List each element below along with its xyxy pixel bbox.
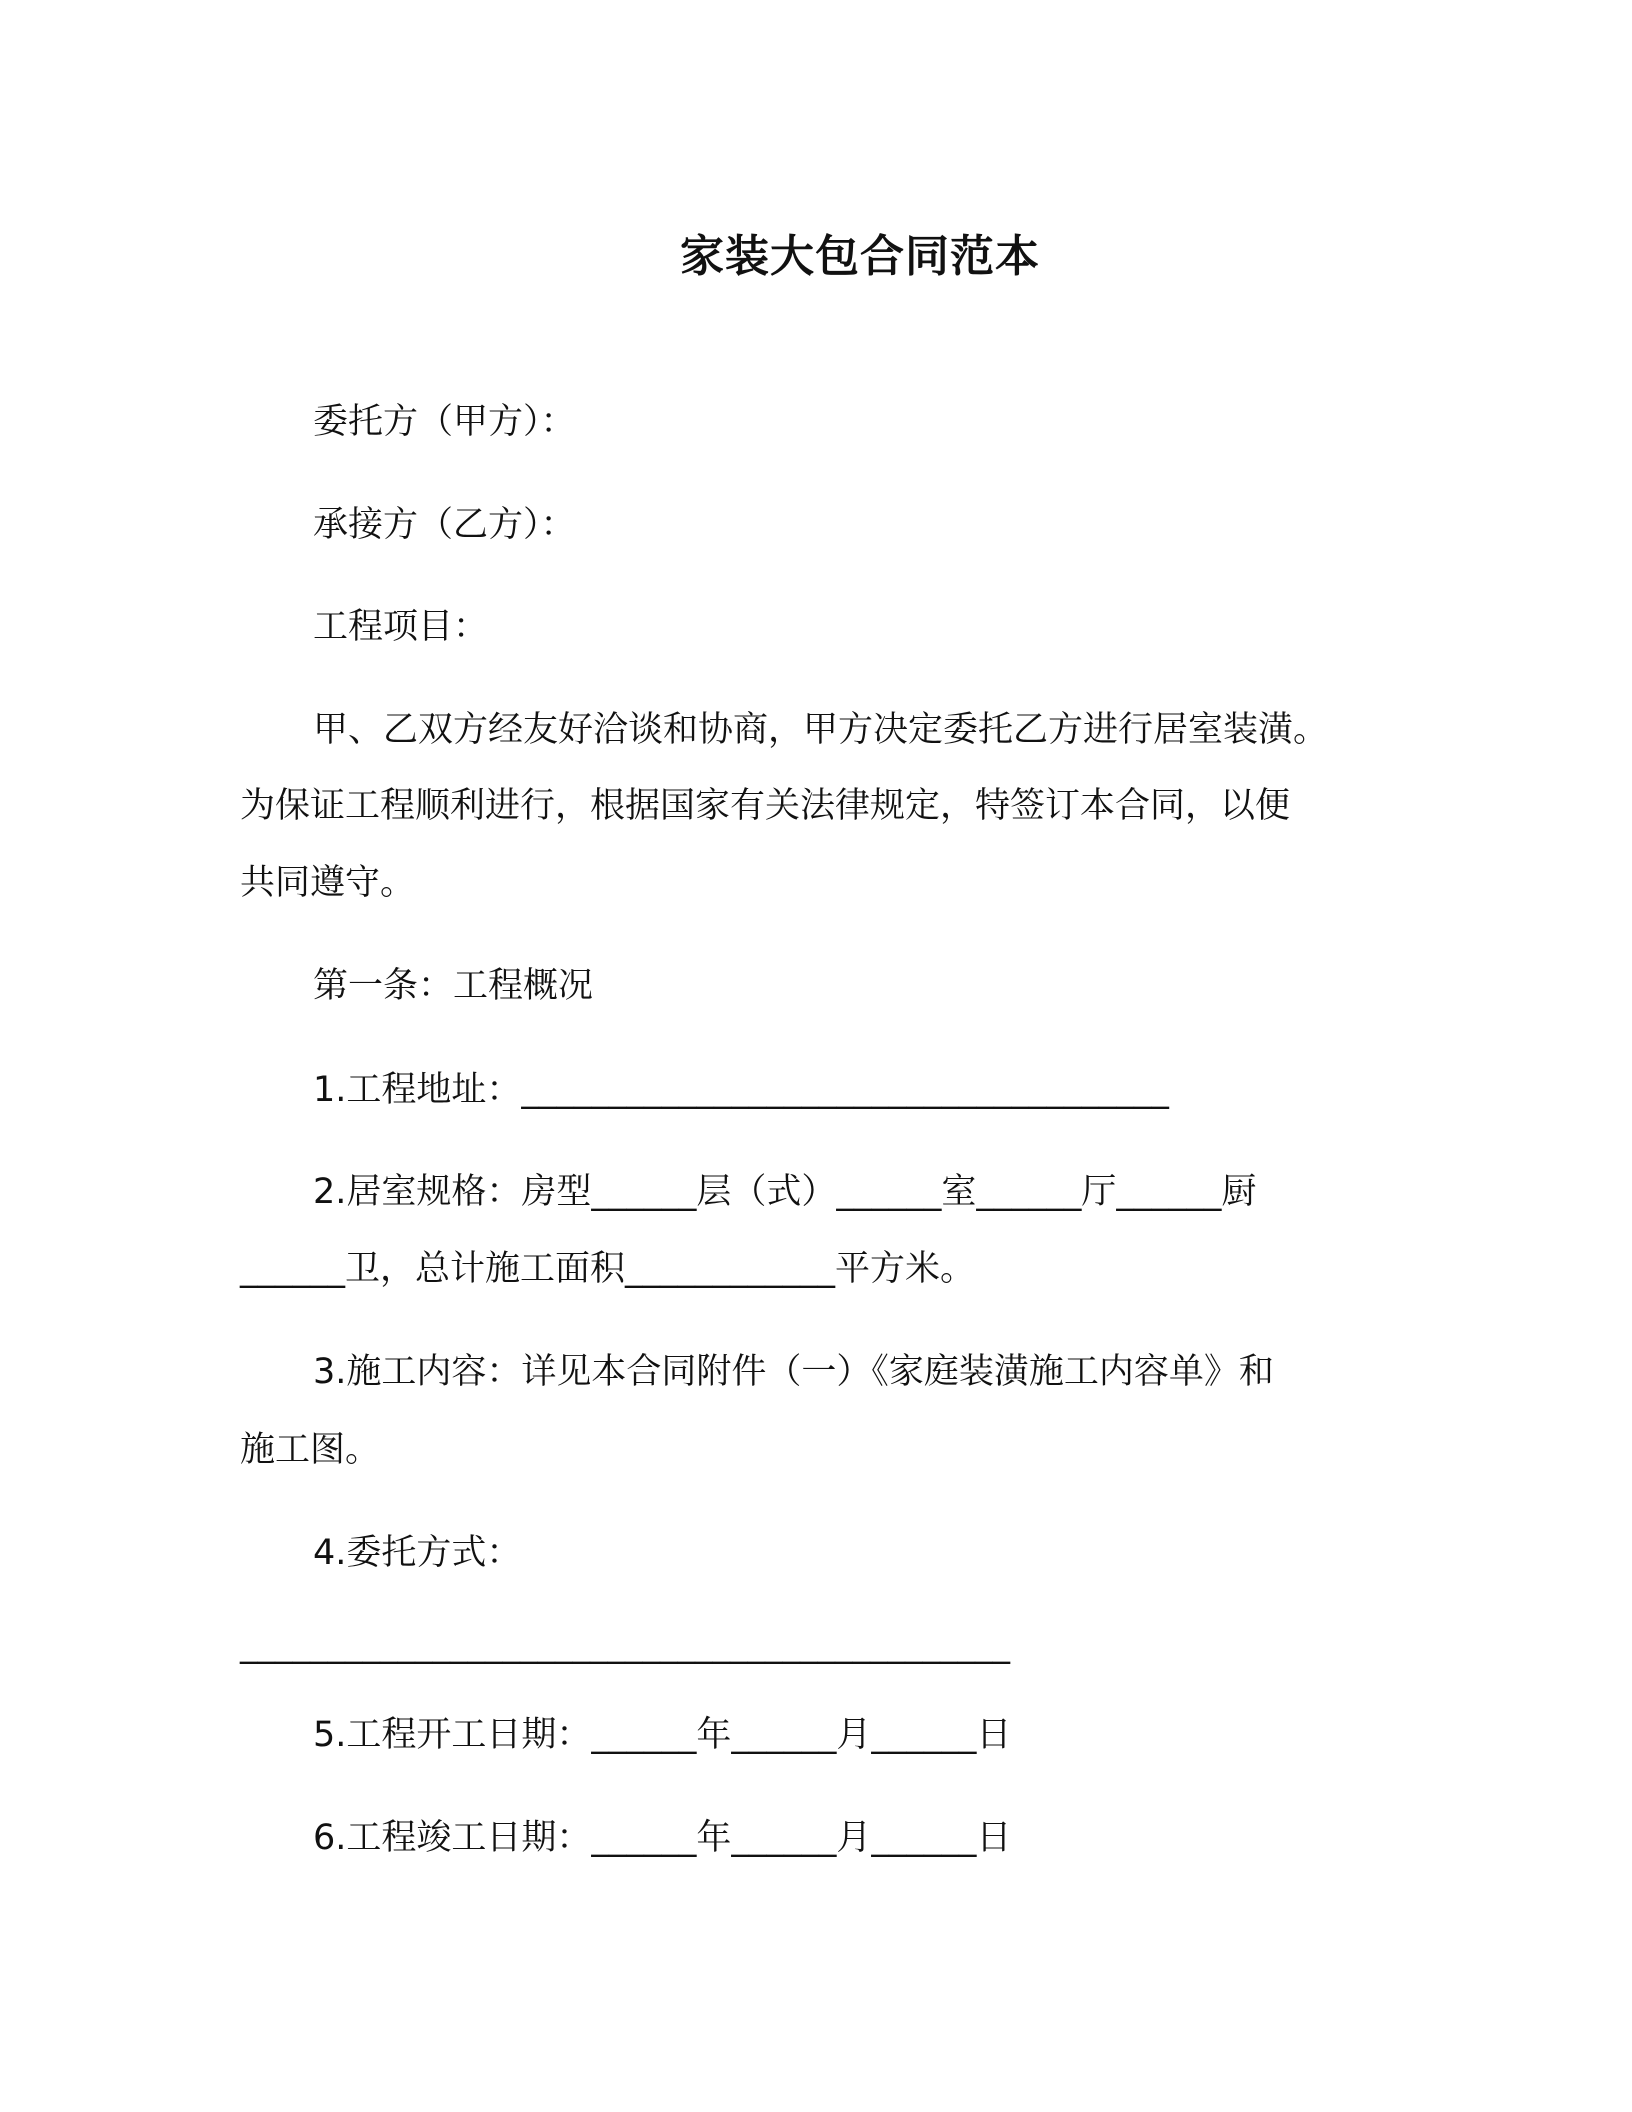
item-2-spec-line-2: ______卫，总计施工面积____________平方米。 <box>240 1249 976 1289</box>
preamble-line-3: 共同遵守。 <box>240 863 416 903</box>
party-a-line: 委托方（甲方）： <box>313 402 576 442</box>
article-1-heading: 第一条：工程概况 <box>313 966 594 1006</box>
item-4-blank-line: ____________________________________________ <box>240 1625 1010 1665</box>
project-line: 工程项目： <box>313 607 489 647</box>
item-3-content-line-1: 3.施工内容：详见本合同附件（一）《家庭装潢施工内容单》和 <box>313 1352 1274 1392</box>
item-2-spec-line-1: 2.居室规格：房型______层（式）______室______厅______厨 <box>313 1172 1257 1212</box>
preamble-line-1: 甲、乙双方经友好洽谈和协商，甲方决定委托乙方进行居室装潢。 <box>313 710 1329 750</box>
document-title: 家装大包合同范本 <box>680 231 1040 282</box>
party-b-line: 承接方（乙方）： <box>313 505 576 545</box>
item-3-content-line-2: 施工图。 <box>240 1430 381 1470</box>
item-1-address: 1.工程地址：_____________________________________ <box>313 1070 1169 1110</box>
preamble-line-2: 为保证工程顺利进行，根据国家有关法律规定，特签订本合同，以便 <box>240 786 1291 826</box>
item-4-method: 4.委托方式： <box>313 1533 522 1573</box>
item-6-end-date: 6.工程竣工日期：______年______月______日 <box>313 1818 1012 1858</box>
item-5-start-date: 5.工程开工日期：______年______月______日 <box>313 1715 1012 1755</box>
